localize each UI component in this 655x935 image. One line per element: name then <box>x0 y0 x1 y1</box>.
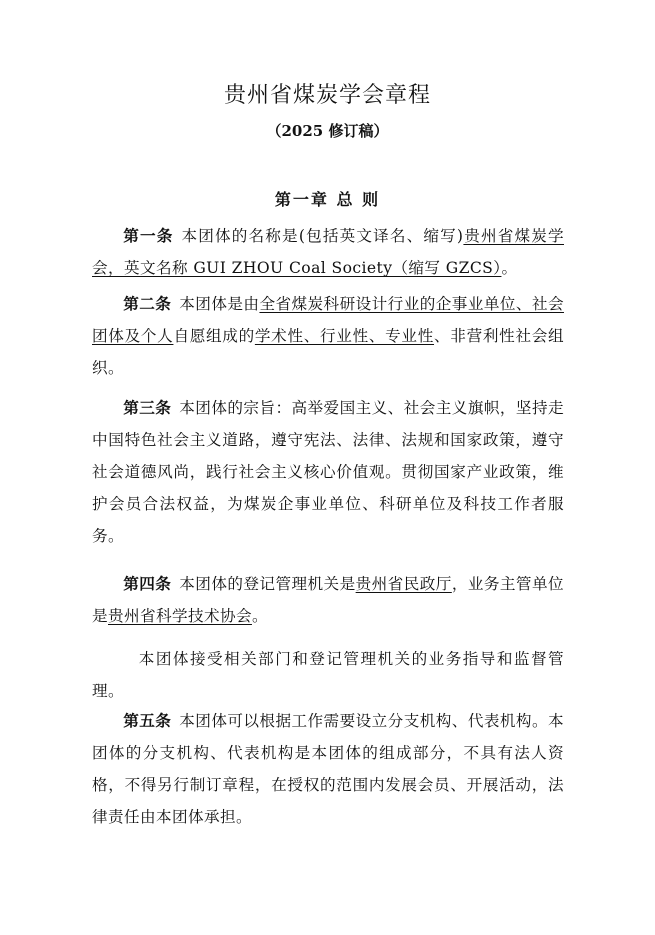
article-4-text-middle: ，业务主管单位是 <box>92 575 564 625</box>
article-4 <box>92 568 564 632</box>
article-3-text: 本团体的宗旨：高举爱国主义、社会主义旗帜，坚持走中国特色社会主义道路，遵守宪法、法律、法规和国家政策，遵守社会道德风尚，践行社会主义核心价值观。贯彻国家产业政策，维护会员合法权益，为煤炭企事业单位、科研单位及科技工作者服务。 <box>92 399 564 545</box>
article-2-text-end: 、非营利性社会组织。 <box>92 327 565 377</box>
article-1-label: 第一条 <box>123 226 174 245</box>
article-1-society-name: 贵州省煤炭学会，英文名称 GUI ZHOU Coal Society（缩写 GZCS） <box>92 227 564 277</box>
document-subtitle: （2025 修订稿） <box>266 122 389 140</box>
chapter-heading: 第一章 总 则 <box>274 190 381 209</box>
article-2-text-middle: 自愿组成的 <box>173 327 255 345</box>
document-title: 贵州省煤炭学会章程 <box>223 83 431 108</box>
article-4-text-end: 。 <box>251 607 268 625</box>
article-5-label: 第五条 <box>123 711 172 730</box>
article-3 <box>92 392 564 552</box>
article-1 <box>92 220 564 284</box>
article-2-text: 本团体是由 <box>179 295 260 313</box>
article-4-paragraph-2: 本团体接受相关部门和登记管理机关的业务指导和监督管理。 <box>92 650 564 700</box>
article-4-supervising-unit: 贵州省科学技术协会 <box>108 607 252 625</box>
article-2-members: 全省煤炭科研设计行业的企事业单位、社会团体及个人 <box>92 295 564 345</box>
article-4-text: 本团体的登记管理机关是 <box>179 575 356 593</box>
article-2-label: 第二条 <box>123 294 172 313</box>
article-4-registration-authority: 贵州省民政厅 <box>355 575 452 593</box>
article-2 <box>92 288 564 384</box>
article-1-text: 本团体的名称是(包括英文译名、缩写) <box>181 227 464 245</box>
article-4-label: 第四条 <box>123 574 172 593</box>
article-5-text: 本团体可以根据工作需要设立分支机构、代表机构。本团体的分支机构、代表机构是本团体的组成部分，不具有法人资格，不得另行制订章程，在授权的范围内发展会员、开展活动，法律责任由本团体承担。 <box>92 712 564 826</box>
article-3-label: 第三条 <box>123 398 172 417</box>
article-2-nature: 学术性、行业性、专业性 <box>254 327 435 345</box>
article-1-text-end: 。 <box>501 259 518 277</box>
article-5 <box>92 705 564 833</box>
